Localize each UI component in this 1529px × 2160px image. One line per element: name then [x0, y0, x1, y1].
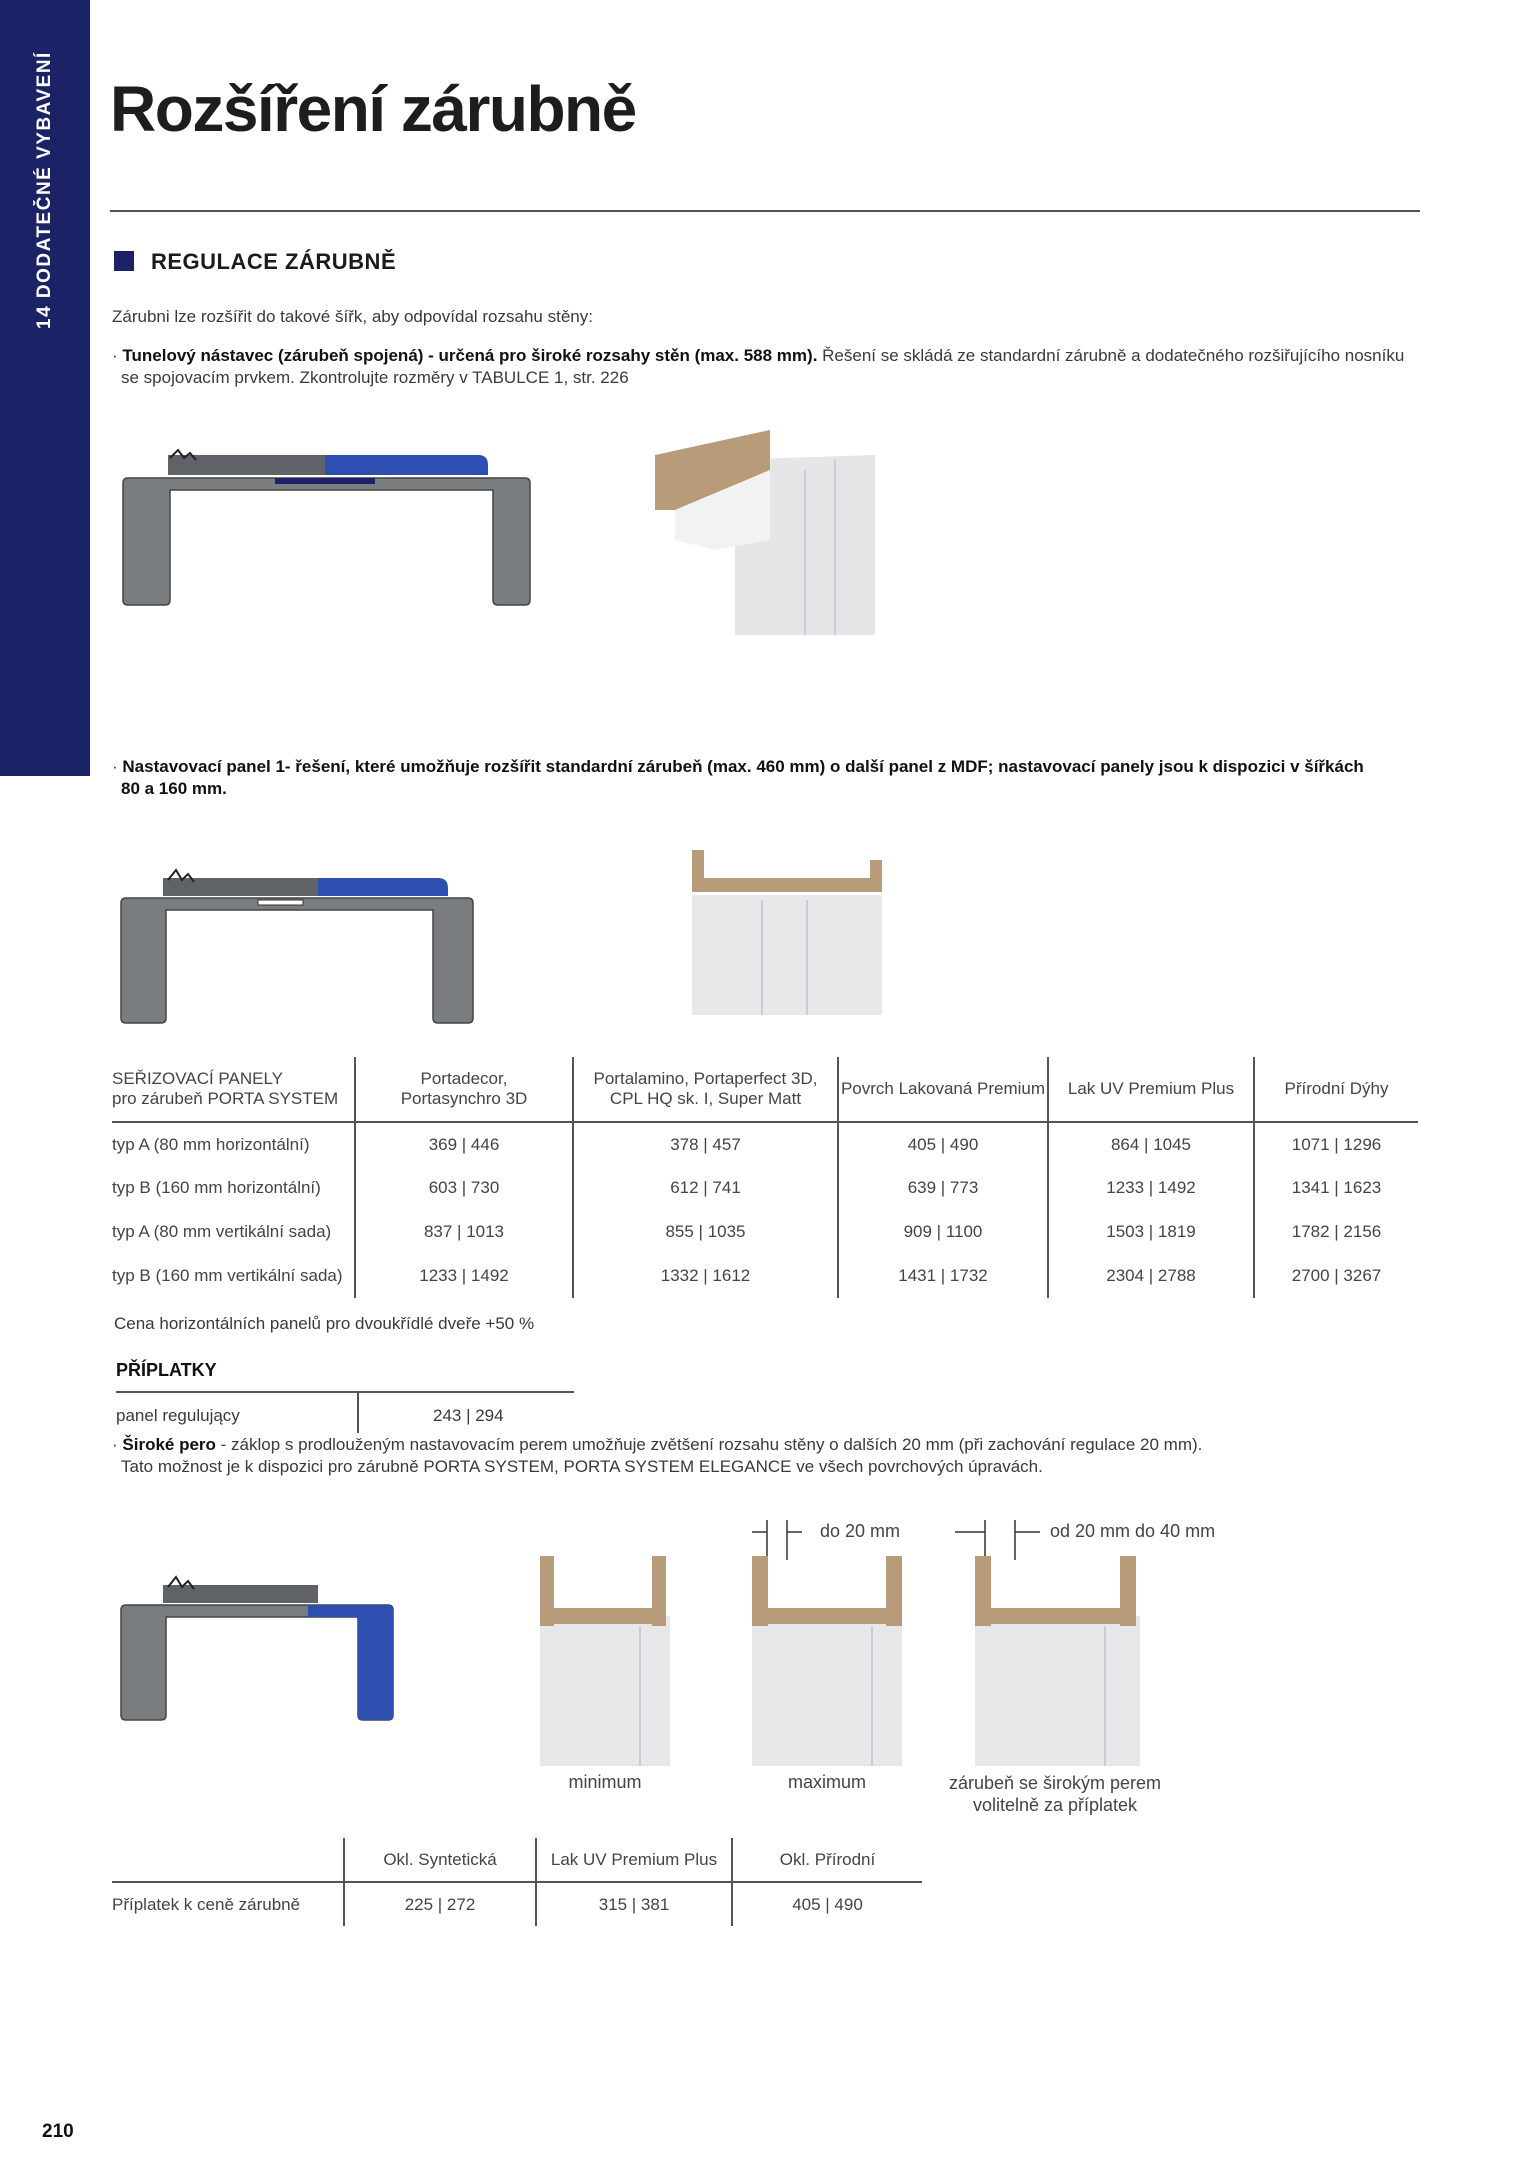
price-cell: 603 | 730 [355, 1166, 573, 1210]
caption-wide-line1: zárubeň se širokým perem [948, 1773, 1162, 1793]
caption-maximum: maximum [787, 1772, 866, 1792]
extension-beam-blue [325, 455, 488, 475]
frame-top-dark [163, 1585, 318, 1603]
price-cell: 1782 | 2156 [1254, 1210, 1418, 1254]
adjusting-panels-table [112, 1057, 1418, 1298]
price-cell: 1503 | 1819 [1048, 1210, 1254, 1254]
empty-header-cell [112, 1838, 344, 1882]
price-cell: 369 | 446 [355, 1122, 573, 1166]
table-header-row [112, 1838, 922, 1882]
connector-element [275, 478, 375, 484]
price-cell: 837 | 1013 [355, 1210, 573, 1254]
dimension-label-20-40: od 20 mm do 40 mm [1050, 1521, 1216, 1541]
item2-paragraph: · Nastavovací panel 1- řešení, které umožňuje rozšířit standardní zárubeň (max. 460 mm) o další panel z MDF; nastavovací panely jsou k dispozici v šířkách 80 a 160 mm. [112, 757, 1364, 798]
table-row [112, 1166, 1418, 1210]
header-label-line2: pro zárubeň PORTA SYSTEM [112, 1089, 339, 1108]
sidebar-chapter-label: 14 DODATEČNÉ VYBAVENÍ [34, 51, 55, 329]
frame-body-gray [121, 898, 473, 1023]
price-cell: 909 | 1100 [838, 1210, 1048, 1254]
item2-bold-1: Nastavovací panel 1- řešení, které umožňuje rozšířit standardní zárubeň (max. 460 mm) o další panel z MDF; nastavovací panely jsou k dispozici v šířkách [122, 757, 1364, 776]
price-cell: 405 | 490 [732, 1882, 922, 1926]
tunnel-extension-profile-diagram [120, 450, 540, 610]
column-header-line: CPL HQ sk. I, Super Matt [609, 1089, 802, 1108]
surcharges-divider [116, 1391, 574, 1393]
section-marker-icon [114, 251, 134, 271]
price-cell: 1233 | 1492 [1048, 1166, 1254, 1210]
frame-body-gray [121, 1605, 393, 1720]
panel-blue [318, 878, 448, 896]
item1-text: Řešení se skládá ze standardní zárubně a dodatečného rozšiřujícího nosníku [817, 346, 1405, 365]
price-cell: 225 | 272 [344, 1882, 536, 1926]
row-label: typ A (80 mm vertikální sada) [112, 1222, 332, 1241]
surcharge-row-label: panel regulujący [116, 1406, 240, 1425]
price-cell: 1071 | 1296 [1254, 1122, 1418, 1166]
price-cell: 315 | 381 [536, 1882, 732, 1926]
header-label-line1: SEŘIZOVACÍ PANELY [112, 1069, 283, 1088]
surcharges-vline [357, 1393, 359, 1433]
price-cell: 639 | 773 [838, 1166, 1048, 1210]
row-label: typ B (160 mm vertikální sada) [112, 1266, 343, 1285]
chipboard-top [702, 878, 872, 892]
price-cell: 864 | 1045 [1048, 1122, 1254, 1166]
price-cell: 612 | 741 [573, 1166, 838, 1210]
price-cell: 2304 | 2788 [1048, 1254, 1254, 1298]
frame-body-gray [123, 478, 530, 605]
frame-top-dark [168, 455, 325, 475]
column-header: Lak UV Premium Plus [536, 1838, 732, 1882]
frame-surcharge-table [112, 1838, 922, 1926]
page-number: 210 [42, 2121, 74, 2142]
wide-tongue-profile-diagram [118, 1575, 398, 1725]
column-header: Okl. Přírodní [732, 1838, 922, 1882]
table-row [112, 1210, 1418, 1254]
price-cell: 855 | 1035 [573, 1210, 838, 1254]
surcharges-title: PŘÍPLATKY [116, 1360, 217, 1380]
price-cell: 1341 | 1623 [1254, 1166, 1418, 1210]
row-label: typ B (160 mm horizontální) [112, 1178, 321, 1197]
caption-wide-line2: volitelně za příplatek [972, 1795, 1138, 1815]
table-row [112, 1882, 922, 1926]
caption-wide-tongue [935, 1772, 1175, 1816]
table-row [112, 1254, 1418, 1298]
minimum-photo [540, 1556, 670, 1766]
page-title: Rozšíření zárubně [110, 73, 636, 145]
item2-bold-2: 80 a 160 mm. [121, 779, 227, 798]
column-header [355, 1057, 573, 1122]
price-cell: 1233 | 1492 [355, 1254, 573, 1298]
wide-tongue-photo [955, 1520, 1140, 1766]
item3-text2: Tato možnost je k dispozici pro zárubně PORTA SYSTEM, PORTA SYSTEM ELEGANCE ve všech povrchových úpravách. [121, 1457, 1043, 1476]
price-cell: 1332 | 1612 [573, 1254, 838, 1298]
tunnel-extension-photo [655, 430, 885, 640]
row-label: typ A (80 mm horizontální) [112, 1134, 310, 1154]
item1-text2: se spojovacím prvkem. Zkontrolujte rozměry v TABULCE 1, str. 226 [121, 368, 629, 387]
table-note: Cena horizontálních panelů pro dvoukřídlé dveře +50 % [114, 1314, 535, 1333]
item3-bold: Široké pero [122, 1435, 216, 1454]
item1-bold: Tunelový nástavec (zárubeň spojená) - určená pro široké rozsahy stěn (max. 588 mm). [122, 346, 818, 365]
column-header-line: Portadecor, [420, 1069, 508, 1088]
table-header-row [112, 1057, 1418, 1122]
intro-text: Zárubni lze rozšířit do takové šířk, aby odpovídal rozsahu stěny: [112, 307, 593, 326]
connector-slot [258, 900, 303, 905]
column-header-line: Portalamino, Portaperfect 3D, [593, 1069, 818, 1088]
dimension-label-20: do 20 mm [820, 1521, 901, 1541]
frame-top-dark [163, 878, 318, 896]
price-cell: 1431 | 1732 [838, 1254, 1048, 1298]
table-header-label [112, 1057, 355, 1122]
column-header: Přírodní Dýhy [1254, 1057, 1418, 1122]
column-header-line: Portasynchro 3D [400, 1089, 528, 1108]
maximum-photo [752, 1520, 902, 1766]
adjusting-panel-profile-diagram [118, 868, 478, 1028]
caption-minimum: minimum [568, 1772, 642, 1792]
price-cell: 405 | 490 [838, 1122, 1048, 1166]
item3-text: - záklop s prodlouženým nastavovacím perem umožňuje zvětšení rozsahu stěny o dalších 20 mm (při zachování regulace 20 mm). [215, 1435, 1203, 1454]
title-divider [110, 210, 1420, 212]
column-header: Okl. Syntetická [344, 1838, 536, 1882]
frame-white [692, 895, 882, 1015]
price-cell: 378 | 457 [573, 1122, 838, 1166]
row-label: Příplatek k ceně zárubně [112, 1894, 301, 1914]
section-title: REGULACE ZÁRUBNĚ [151, 249, 397, 274]
item1-paragraph: · Tunelový nástavec (zárubeň spojená) - určená pro široké rozsahy stěn (max. 588 mm). Řešení se skládá ze standardní zárubně a dodatečného rozšiřujícího nosníku se spojovacím prvkem. Zkontrolujte rozměry v TABULCE 1, str. 226 [112, 346, 1405, 387]
column-header: Povrch Lakovaná Premium [838, 1057, 1048, 1122]
column-header [573, 1057, 838, 1122]
surcharge-row-value: 243 | 294 [433, 1406, 504, 1425]
item3-paragraph: · Široké pero - záklop s prodlouženým nastavovacím perem umožňuje zvětšení rozsahu stěny o dalších 20 mm (při zachování regulace 20 mm). Tato možnost je k dispozici pro zárubně PORTA SYSTEM, PORTA SYSTEM ELEGANCE ve všech povrchových úpravách. [112, 1435, 1203, 1476]
table-row [112, 1122, 1418, 1166]
price-cell: 2700 | 3267 [1254, 1254, 1418, 1298]
adjusting-panel-photo [692, 850, 882, 1015]
wide-tongue-blue [308, 1605, 393, 1720]
column-header: Lak UV Premium Plus [1048, 1057, 1254, 1122]
